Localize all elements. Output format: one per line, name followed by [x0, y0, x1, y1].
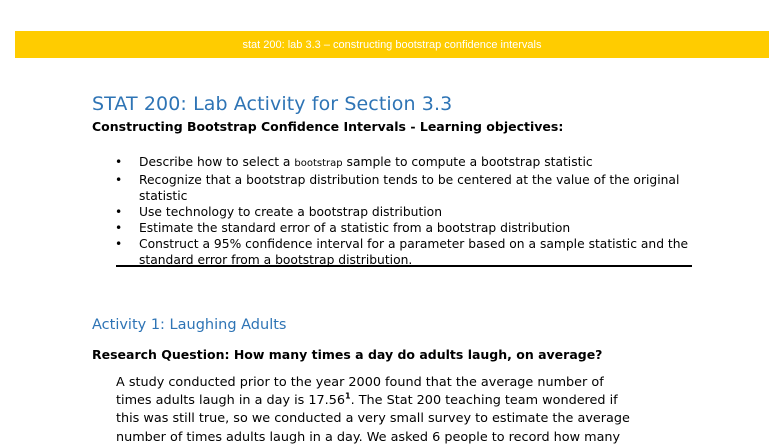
page-header-bar	[15, 31, 769, 58]
bullet-icon: •	[115, 205, 123, 219]
objective-item	[115, 236, 691, 268]
paragraph-line: number of times adults laugh in a day. We asked 6 people to record how many	[116, 429, 621, 445]
footnote-mark: 1	[345, 391, 351, 401]
paragraph-text: . The Stat 200 teaching team wondered if	[350, 393, 618, 409]
objective-item	[115, 154, 691, 172]
objective-text: Estimate the standard error of a statistic from a bootstrap distribution	[139, 221, 571, 235]
bullet-icon: •	[115, 237, 123, 251]
header-text: stat 200: lab 3.3 – constructing bootstrap confidence intervals	[242, 39, 542, 51]
paragraph-line: this was still true, so we conducted a very small survey to estimate the average	[116, 411, 630, 427]
objective-text: Construct a 95% confidence interval for a parameter based on a sample statistic and the standard error from a bootstrap distribution.	[139, 237, 689, 267]
objective-small-word: bootstrap	[294, 158, 343, 169]
bullet-icon: •	[115, 221, 123, 235]
paragraph-text: times adults laugh in a day is 17.56	[116, 393, 346, 409]
objective-text-cont: sample to compute a bootstrap statistic	[342, 155, 593, 169]
objective-text: Describe how to select a	[139, 155, 295, 169]
page-title: STAT 200: Lab Activity for Section 3.3	[92, 93, 453, 115]
learning-objectives-heading: Constructing Bootstrap Confidence Intervals - Learning objectives:	[92, 119, 564, 134]
activity-paragraph	[116, 374, 691, 447]
paragraph-line	[116, 392, 691, 410]
objective-item	[115, 172, 691, 204]
bullet-icon: •	[115, 155, 123, 169]
section-divider	[116, 265, 692, 267]
objective-item	[115, 204, 691, 220]
activity-heading: Activity 1: Laughing Adults	[92, 317, 287, 333]
objective-item	[115, 220, 691, 236]
learning-objectives-list	[115, 154, 691, 268]
bullet-icon: •	[115, 173, 123, 187]
objective-text: Recognize that a bootstrap distribution tends to be centered at the value of the original statistic	[139, 173, 680, 203]
paragraph-line: A study conducted prior to the year 2000 found that the average number of	[116, 375, 604, 390]
research-question: Research Question: How many times a day do adults laugh, on average?	[92, 347, 603, 362]
objective-text: Use technology to create a bootstrap distribution	[139, 205, 442, 219]
